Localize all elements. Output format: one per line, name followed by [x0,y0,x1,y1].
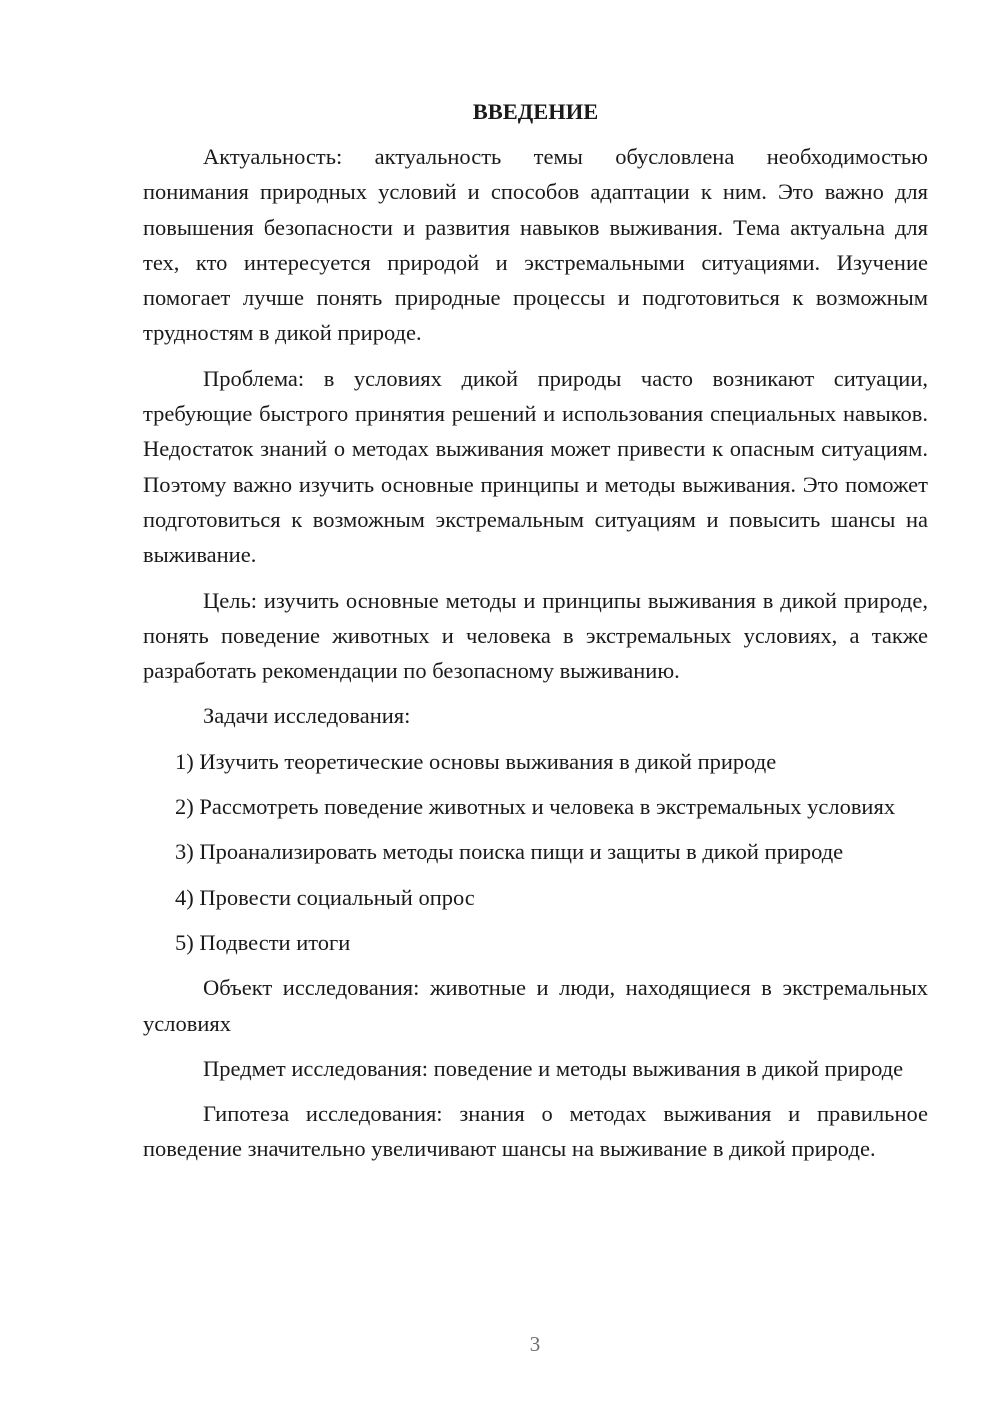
paragraph-problem: Проблема: в условиях дикой природы часто возникают ситуации, требующие быстрого принятия решений и использования специальных навыков. Недостаток знаний о методах выживания может привести к опасным ситуациям. Поэтому важно изучить основные принципы и методы выживания. Это поможет подготовиться к возможным экстремальным ситуациям и повысить шансы на выживание. [143,365,928,568]
paragraph-relevance: Актуальность: актуальность темы обусловлена необходимостью понимания природных условий и способов адаптации к ним. Это важно для повышения безопасности и развития навыков выживания. Тема актуальна для тех, кто интересуется природой и экстремальными ситуациями. Изучение помогает лучше понять природные процессы и подготовиться к возможным трудностям в дикой природе. [143,144,928,346]
task-item-5: 5) Подвести итоги [175,929,351,955]
paragraph-object: Объект исследования: животные и люди, находящиеся в экстремальных условиях [143,975,928,1036]
paragraph-tasks-intro: Задачи исследования: [203,703,411,729]
task-item-1: 1) Изучить теоретические основы выживания в дикой природе [175,748,777,774]
paragraph-subject: Предмет исследования: поведение и методы выживания в дикой природе [203,1055,904,1081]
section-heading: ВВЕДЕНИЕ [472,99,599,124]
task-item-4: 4) Провести социальный опрос [175,884,475,910]
page-number: 3 [529,1332,541,1356]
paragraph-goal: Цель: изучить основные методы и принципы выживания в дикой природе, понять поведение животных и человека в экстремальных условиях, а также разработать рекомендации по безопасному выживанию. [143,587,928,684]
document-page [143,94,928,1177]
paragraph-hypothesis: Гипотеза исследования: знания о методах выживания и правильное поведение значительно увеличивают шансы на выживание в дикой природе. [143,1101,928,1162]
task-item-2: 2) Рассмотреть поведение животных и человека в экстремальных условиях [175,794,896,820]
task-item-3: 3) Проанализировать методы поиска пищи и защиты в дикой природе [175,839,844,865]
